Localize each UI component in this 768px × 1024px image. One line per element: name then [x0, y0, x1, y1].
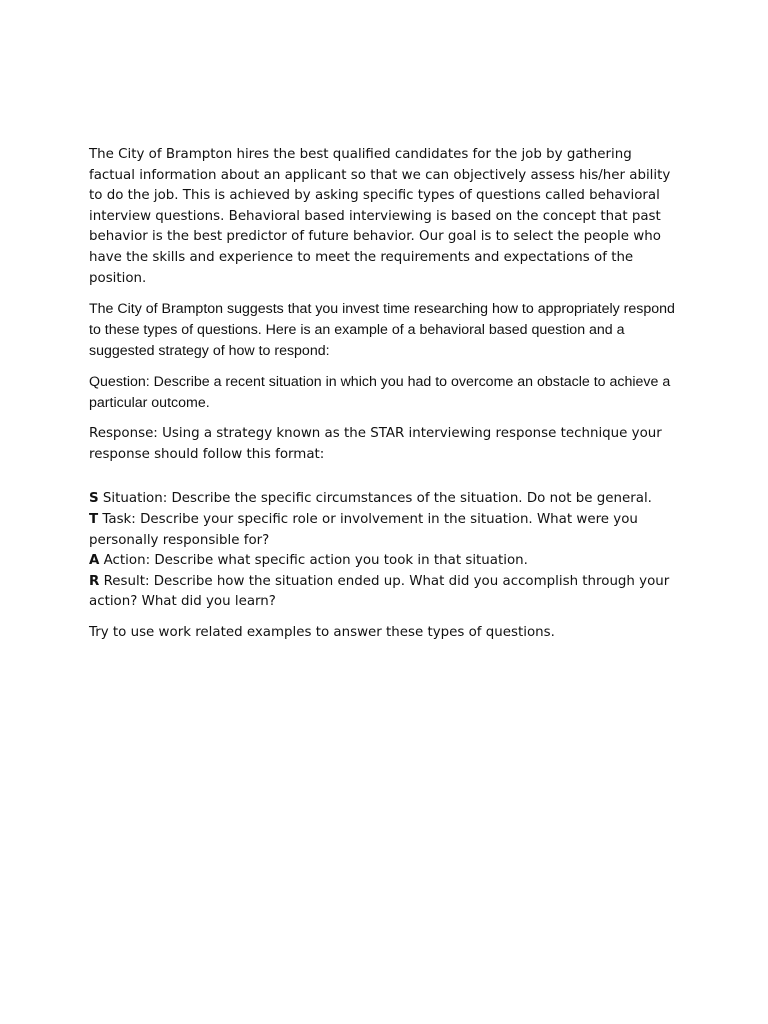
star-text: Task: Describe your specific role or involvement in the situation. What were you personally responsible for? — [89, 511, 638, 548]
closing-paragraph: Try to use work related examples to answer these types of questions. — [89, 624, 555, 640]
star-item-situation — [89, 489, 679, 510]
star-text: Situation: Describe the specific circumstances of the situation. Do not be general. — [98, 491, 652, 507]
star-text: Result: Describe how the situation ended up. What did you accomplish through your action? What did you learn? — [89, 573, 670, 610]
star-text: Action: Describe what specific action you took in that situation. — [99, 553, 528, 569]
star-item-task — [89, 510, 679, 551]
star-letter: S — [89, 491, 99, 507]
response-paragraph: Response: Using a strategy known as the STAR interviewing response technique your response should follow this format: — [89, 426, 662, 462]
star-item-action — [89, 551, 679, 572]
star-letter: A — [89, 553, 100, 569]
document-body — [89, 145, 679, 654]
star-letter: R — [89, 573, 100, 589]
question-paragraph: Question: Describe a recent situation in which you had to overcome an obstacle to achieve a particular outcome. — [89, 374, 671, 412]
star-item-result — [89, 572, 679, 613]
intro-paragraph: The City of Brampton hires the best qualified candidates for the job by gathering factual information about an applicant so that we can objectively assess his/her ability to do the job. This is achieved by asking specific types of questions called behavioral interview questions. Behavioral based interviewing is based on the concept that past behavior is the best predictor of future behavior. Our goal is to select the people who have the skills and experience to meet the requirements and expectations of the position. — [89, 147, 671, 286]
star-technique-list — [89, 489, 679, 613]
suggestion-paragraph: The City of Brampton suggests that you invest time researching how to appropriately respond to these types of questions. Here is an example of a behavioral based question and a suggested strategy of how to respond: — [89, 301, 675, 360]
star-letter: T — [89, 511, 99, 527]
